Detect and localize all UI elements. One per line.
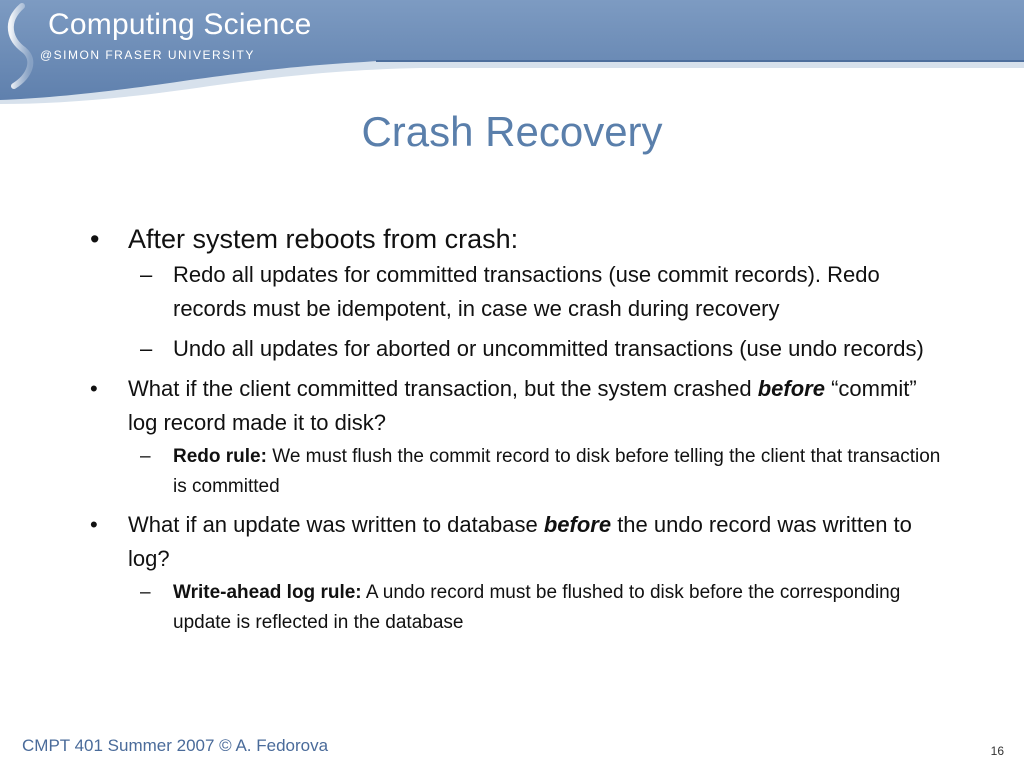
dash-icon: –	[140, 446, 151, 467]
footer-text: CMPT 401 Summer 2007 © A. Fedorova	[22, 736, 329, 755]
slide-content	[86, 222, 946, 644]
header-banner	[0, 0, 1024, 110]
emphasis-text: before	[543, 512, 612, 537]
rule-label: Redo rule:	[173, 446, 267, 467]
sub-bullet-item	[86, 258, 946, 326]
bullet-item	[86, 508, 946, 576]
bullet-icon: •	[90, 512, 98, 537]
header-subtitle: @SIMON FRASER UNIVERSITY	[40, 48, 255, 62]
dash-icon: –	[140, 336, 153, 361]
page-number: 16	[990, 744, 1004, 758]
header-title: Computing Science	[48, 8, 312, 41]
bullet-icon: •	[90, 376, 98, 401]
bullet-text: What if the client committed transaction, but the system crashed	[128, 376, 752, 401]
bullet-text: the undo record was written to log?	[128, 512, 912, 571]
bullet-text: “commit” log record made it to disk?	[128, 376, 917, 435]
dash-icon: –	[140, 262, 153, 287]
bullet-text: What if an update was written to database	[128, 512, 538, 537]
sub-bullet-item	[86, 578, 946, 638]
sub-bullet-text: We must flush the commit record to disk before telling the client that transaction is committed	[173, 446, 941, 497]
bullet-icon: •	[90, 224, 100, 254]
sub-bullet-text: Redo all updates for committed transactions (use commit records). Redo records must be idempotent, in case we crash during recovery	[173, 262, 880, 321]
sub-bullet-text: A undo record must be flushed to disk before the corresponding update is reflected in the database	[173, 582, 901, 633]
emphasis-text: before	[757, 376, 825, 401]
bullet-item	[86, 222, 946, 256]
sub-bullet-text: Undo all updates for aborted or uncommitted transactions (use undo records)	[173, 336, 924, 361]
sub-bullet-item	[86, 332, 946, 366]
page-title: Crash Recovery	[361, 108, 663, 155]
bullet-item	[86, 372, 946, 440]
sub-bullet-item	[86, 442, 946, 502]
bullet-text: After system reboots from crash:	[128, 224, 519, 254]
rule-label: Write-ahead log rule:	[173, 582, 362, 603]
dash-icon: –	[140, 582, 151, 603]
